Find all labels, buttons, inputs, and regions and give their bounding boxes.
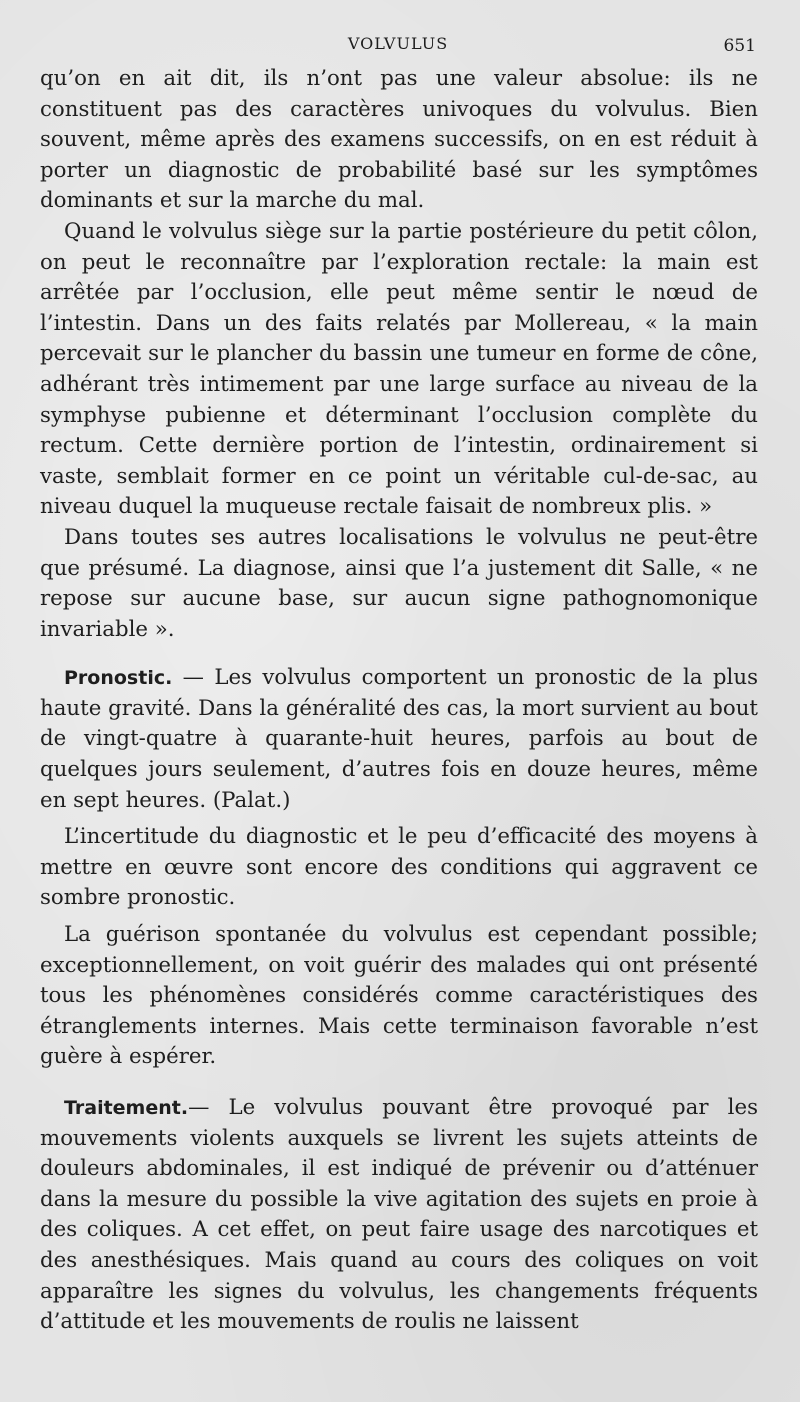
paragraph-diagnosis-continued bbox=[40, 64, 758, 217]
running-title: VOLVULUS bbox=[347, 34, 449, 53]
body-text bbox=[40, 64, 758, 1338]
paragraph-text: Dans toutes ses autres localisations le volvulus ne peut-être que présumé. La diagnose, ainsi que l’a justement dit Salle, « ne repose sur aucune base, sur aucun signe pathognomonique invariable ». bbox=[40, 524, 758, 642]
paragraph-rectal-exploration bbox=[40, 217, 758, 523]
page-number: 651 bbox=[723, 36, 756, 56]
paragraph-text: — Les volvulus comportent un pronostic de la plus haute gravité. Dans la généralité des cas, la mort survient au bout de vingt-quatre à quarante-huit heures, parfois au bout de quelques jours seulement, d’autres fois en douze heures, même en sept heures. (Palat.) bbox=[40, 665, 758, 813]
paragraph-text: La guérison spontanée du volvulus est cependant possible; exceptionnellement, on voit guérir des malades qui ont présenté tous les phénomènes considérés comme caractéristiques des étranglements internes. Mais cette terminaison favorable n’est guère à espérer. bbox=[40, 922, 758, 1070]
paragraph-text: Quand le volvulus siège sur la partie postérieure du petit côlon, on peut le reconnaître par l’exploration rectale: la main est arrêtée par l’occlusion, elle peut même sentir le nœud de l’intestin. Dans un des faits relatés par Mollereau, « la main percevait sur le plancher du bassin une tumeur en forme de cône, adhérant très intimement par une large surface au niveau de la symphyse pubienne et déterminant l’occlusion complète du rectum. Cette dernière portion de l’intestin, ordinairement si vaste, semblait former en ce point un véritable cul-de-sac, au niveau duquel la muqueuse rectale faisait de nombreux plis. » bbox=[40, 218, 758, 520]
paragraph-text: L’incertitude du diagnostic et le peu d’efficacité des moyens à mettre en œuvre sont encore des conditions qui aggravent ce sombre pronostic. bbox=[40, 824, 758, 911]
section-heading-pronostic: Pronostic. bbox=[64, 667, 173, 690]
section-heading-traitement: Traitement. bbox=[64, 1097, 189, 1119]
paragraph-spontaneous-cure bbox=[40, 920, 758, 1073]
paragraph-text: qu’on en ait dit, ils n’ont pas une valeur absolue: ils ne constituent pas des caractères univoques du volvulus. Bien souvent, même après des examens successifs, on en est réduit à porter un diagnostic de probabilité basé sur les symptômes dominants et sur la marche du mal. bbox=[40, 66, 758, 214]
paragraph-traitement bbox=[40, 1093, 758, 1338]
paragraph-pronostic bbox=[40, 663, 758, 816]
paragraph-uncertainty bbox=[40, 822, 758, 914]
paragraph-other-localisations bbox=[40, 523, 758, 645]
paragraph-text: — Le volvulus pouvant être provoqué par les mouvements violents auxquels se livrent les sujets atteints de douleurs abdominales, il est indiqué de prévenir ou d’atténuer dans la mesure du possible la vive agitation des sujets en proie à des coliques. A cet effet, on peut faire usage des narcotiques et des anesthésiques. Mais quand au cours des coliques on voit apparaître les signes du volvulus, les changements fréquents d’attitude et les mouvements de roulis ne laissent bbox=[40, 1095, 758, 1335]
running-head bbox=[40, 34, 756, 56]
